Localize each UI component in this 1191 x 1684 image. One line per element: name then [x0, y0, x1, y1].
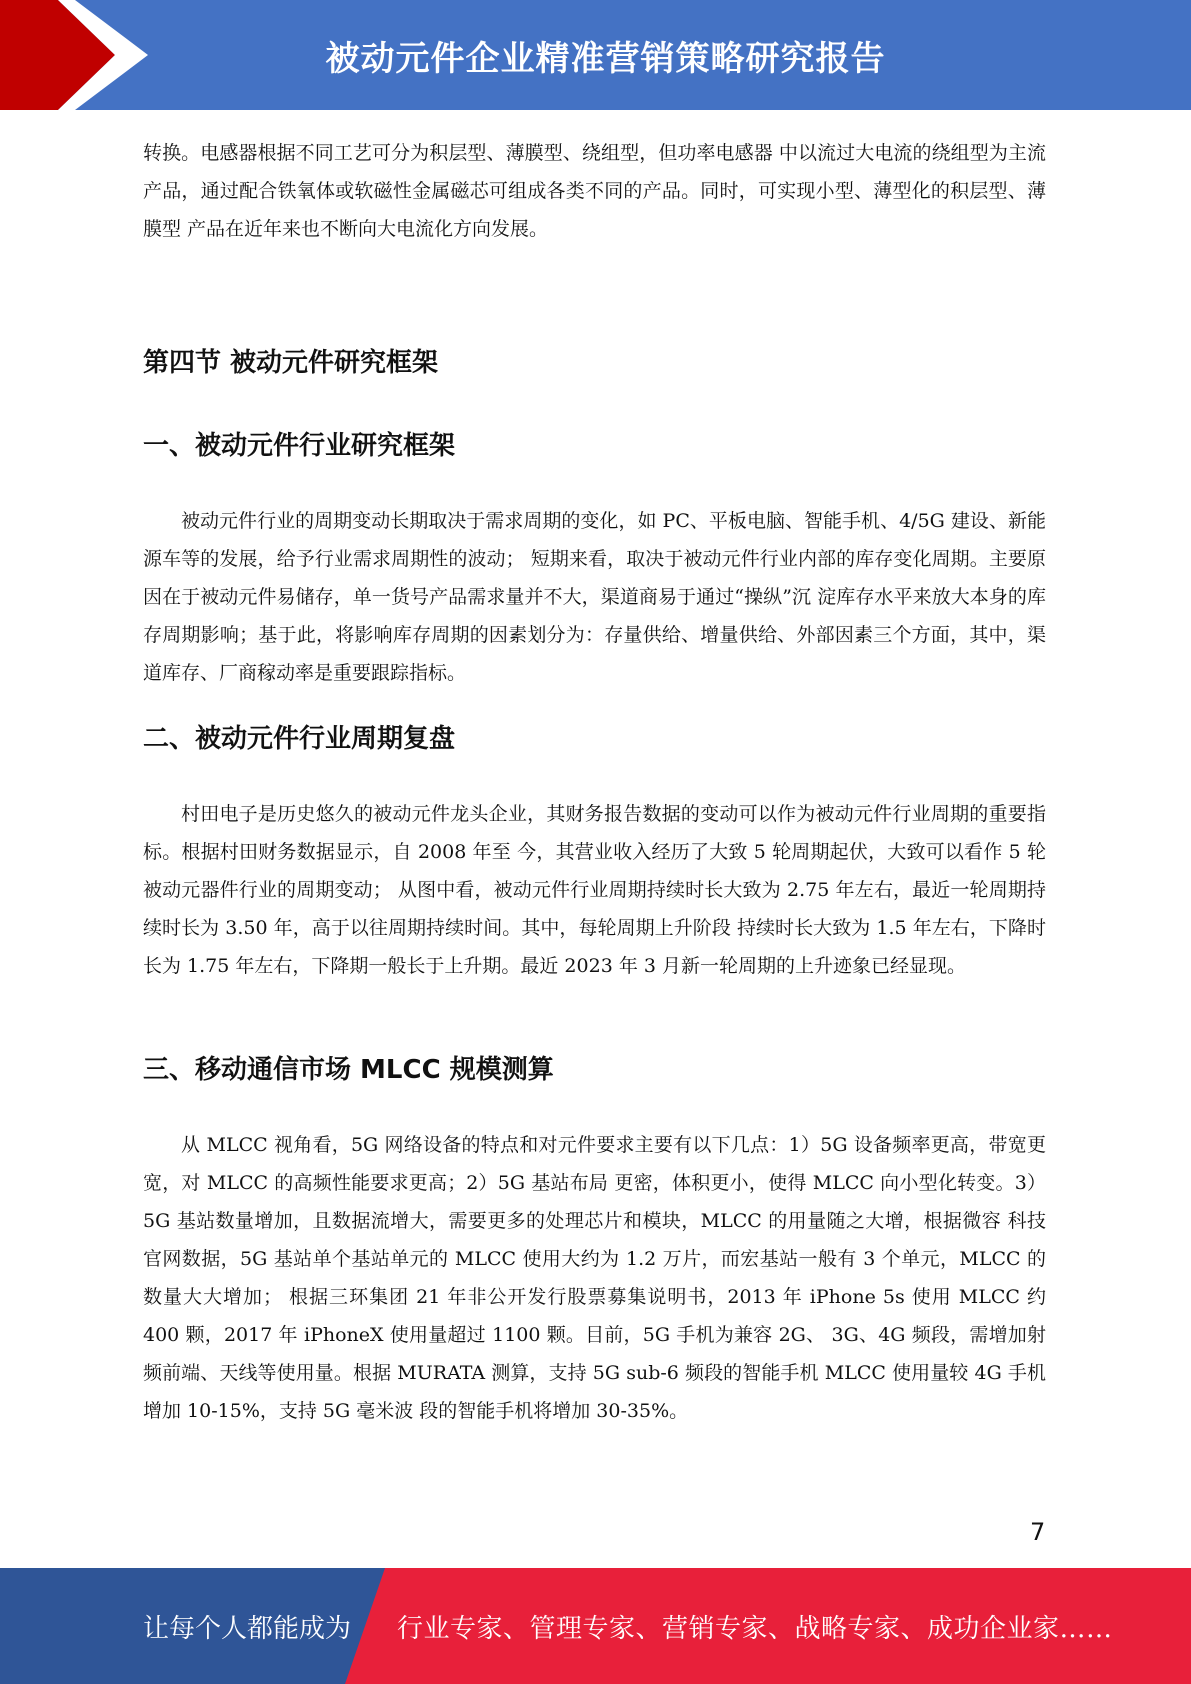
footer-slogan-left: 让每个人都能成为 [143, 1613, 352, 1644]
section-2-body [143, 795, 1046, 985]
section-3-paragraph: 从 MLCC 视角看，5G 网络设备的特点和对元件要求主要有以下几点：1）5G 设备频率更高，带宽更宽，对 MLCC 的高频性能要求更高；2）5G 基站布局 更密，体积更小，使得 MLCC 向小型化转变。3）5G 基站数量增加，且数据流增大，需要更多的处理芯片和模块，MLCC 的用量随之大增，根据微容 科技官网数据，5G 基站单个基站单元的 MLCC 使用大约为 1.2 万片，而宏基站一般有 3 个单元，MLCC 的数量大大增加； 根据三环集团 21 年非公开发行股票募集说明书，2013 年 iPhone 5s 使用 MLCC 约 400 颗，2017 年 iPhoneX 使用量超过 1100 颗。目前，5G 手机为兼容 2G、 3G、4G 频段，需增加射频前端、天线等使用量。根据 MURATA 测算，支持 5G sub-6 频段的智能手机 MLCC 使用量较 4G 手机增加 10-15%，支持 5G 毫米波 段的智能手机将增加 30-35%。 [143, 1134, 1046, 1422]
page-header [0, 0, 1191, 110]
page-number: 7 [1030, 1518, 1046, 1546]
section-3-title: 三、移动通信市场 MLCC 规模测算 [143, 1055, 554, 1085]
intro-block [143, 134, 1046, 248]
section-1-paragraph: 被动元件行业的周期变动长期取决于需求周期的变化，如 PC、平板电脑、智能手机、4/5G 建设、新能源车等的发展，给予行业需求周期性的波动； 短期来看，取决于被动元件行业内部的库存变化周期。主要原因在于被动元件易储存，单一货号产品需求量并不大，渠道商易于通过“操纵”沉 淀库存水平来放大本身的库存周期影响；基于此，将影响库存周期的因素划分为：存量供给、增量供给、外部因素三个方面，其中，渠道库存、厂商稼动率是重要跟踪指标。 [143, 510, 1046, 684]
page-footer [0, 1568, 1191, 1684]
section-1-title: 一、被动元件行业研究框架 [143, 431, 456, 461]
intro-paragraph: 转换。电感器根据不同工艺可分为积层型、薄膜型、绕组型，但功率电感器 中以流过大电流的绕组型为主流产品，通过配合铁氧体或软磁性金属磁芯可组成各类不同的产品。同时，可实现小型、薄型化的积层型、薄膜型 产品在近年来也不断向大电流化方向发展。 [143, 142, 1046, 240]
report-title: 被动元件企业精准营销策略研究报告 [325, 38, 886, 79]
chapter-heading: 第四节 被动元件研究框架 [143, 348, 439, 378]
section-1-body [143, 502, 1046, 692]
footer-slogan-right: 行业专家、管理专家、营销专家、战略专家、成功企业家…… [397, 1613, 1113, 1644]
section-2-title: 二、被动元件行业周期复盘 [143, 724, 456, 754]
section-2-paragraph: 村田电子是历史悠久的被动元件龙头企业，其财务报告数据的变动可以作为被动元件行业周期的重要指标。根据村田财务数据显示，自 2008 年至 今，其营业收入经历了大致 5 轮周期起伏，大致可以看作 5 轮被动元器件行业的周期变动； 从图中看，被动元件行业周期持续时长大致为 2.75 年左右，最近一轮周期持续时长为 3.50 年，高于以往周期持续时间。其中，每轮周期上升阶段 持续时长大致为 1.5 年左右，下降时长为 1.75 年左右，下降期一般长于上升期。最近 2023 年 3 月新一轮周期的上升迹象已经显现。 [143, 803, 1046, 977]
section-3-body [143, 1126, 1046, 1430]
